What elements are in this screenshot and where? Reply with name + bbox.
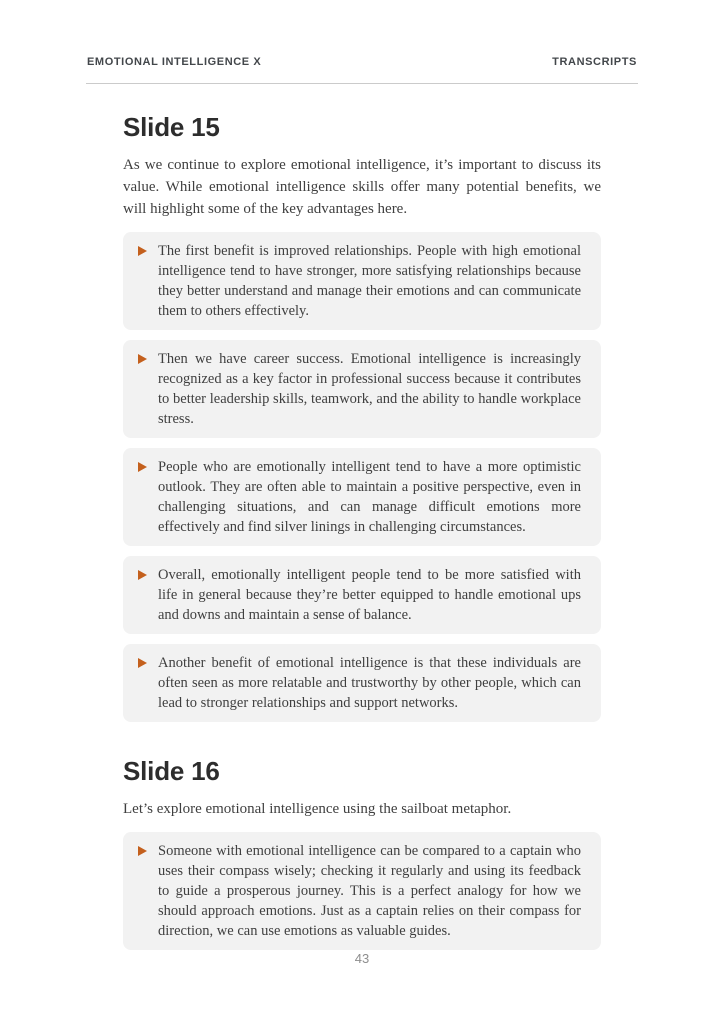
triangle-right-icon: [138, 462, 147, 472]
triangle-right-icon: [138, 354, 147, 364]
section-title: Slide 16: [123, 756, 220, 786]
bullet-item: [123, 340, 601, 438]
bullet-list: [123, 232, 601, 722]
header-document-title: EMOTIONAL INTELLIGENCE X: [87, 56, 262, 68]
bullet-text: Another benefit of emotional intelligence is that these individuals are often seen as more relatable and trustworthy by other people, which can lead to stronger relationships and support networks.: [158, 655, 581, 711]
section-slide-15: [123, 112, 601, 722]
bullet-item: [123, 232, 601, 330]
bullet-text: Overall, emotionally intelligent people tend to be more satisfied with life in general because they’re better equipped to handle emotional ups and downs and maintain a sense of balance.: [158, 567, 581, 623]
page-number: 43: [354, 951, 370, 966]
page-content: [123, 84, 601, 950]
bullet-item: [123, 644, 601, 722]
page-footer: [0, 951, 724, 1024]
section-intro: As we continue to explore emotional intelligence, it’s important to discuss its value. While emotional intelligence skills offer many potential benefits, we will highlight some of the key advantages here.: [123, 157, 601, 217]
bullet-item: [123, 448, 601, 546]
bullet-text: The first benefit is improved relationships. People with high emotional intelligence tend to have stronger, more satisfying relationships because they better understand and manage their emotions and can communicate them to others effectively.: [158, 243, 581, 319]
triangle-right-icon: [138, 846, 147, 856]
bullet-list: [123, 832, 601, 950]
triangle-right-icon: [138, 246, 147, 256]
bullet-text: Then we have career success. Emotional intelligence is increasingly recognized as a key factor in professional success because it contributes to better leadership skills, teamwork, and the ability to handle workplace stress.: [158, 351, 581, 427]
triangle-right-icon: [138, 570, 147, 580]
bullet-item: [123, 556, 601, 634]
bullet-text: Someone with emotional intelligence can be compared to a captain who uses their compass wisely; checking it regularly and using its feedback to guide a prosperous journey. This is a perfect analogy for how we should approach emotions. Just as a captain relies on their compass for direction, we can use emotions as valuable guides.: [158, 843, 581, 939]
page-header: [86, 0, 638, 84]
section-slide-16: [123, 756, 601, 950]
triangle-right-icon: [138, 658, 147, 668]
bullet-text: People who are emotionally intelligent tend to have a more optimistic outlook. They are often able to maintain a positive perspective, even in challenging situations, and can manage difficult emotions more effectively and find silver linings in challenging circumstances.: [158, 459, 581, 535]
section-title: Slide 15: [123, 112, 220, 142]
bullet-item: [123, 832, 601, 950]
section-intro: Let’s explore emotional intelligence using the sailboat metaphor.: [123, 801, 512, 817]
header-section-label: TRANSCRIPTS: [552, 56, 637, 68]
